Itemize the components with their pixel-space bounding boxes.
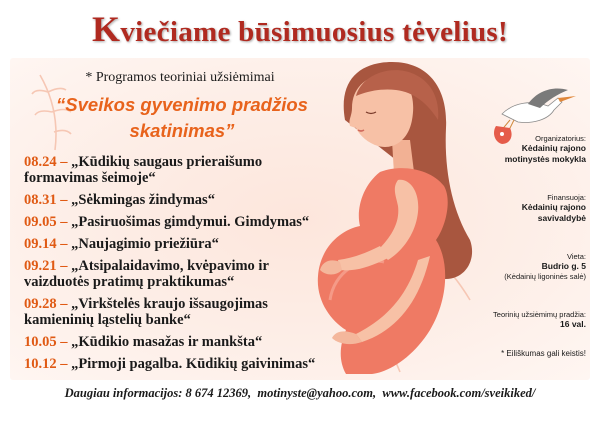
footer-label: Daugiau informacijos:	[64, 386, 183, 400]
schedule-topic: „Kūdikio masažas ir mankšta“	[71, 334, 263, 350]
schedule-topic: „Sėkmingas žindymas“	[71, 192, 215, 208]
program-subtitle: * Programos teoriniai užsiėmimai	[85, 70, 275, 85]
start-label: Teorinių užsiėmimų pradžia:	[493, 310, 586, 319]
schedule-date: 08.31	[24, 192, 57, 208]
schedule-topic: „Atsipalaidavimo, kvėpavimo ir	[71, 258, 269, 274]
pregnant-woman-icon	[318, 62, 472, 374]
footer-website[interactable]: www.facebook.com/sveikiked/	[382, 386, 536, 400]
schedule-topic: „Pasiruošimas gimdymui. Gimdymas“	[71, 214, 310, 230]
organizer-line1: Kėdainių rajono	[521, 143, 586, 153]
organizer-block	[456, 134, 586, 165]
schedule-topic-cont: kamieninių ląstelių banke“	[24, 311, 191, 328]
schedule-date: 08.24	[24, 154, 57, 170]
footer-phone: 8 674 12369	[185, 386, 248, 400]
schedule-topic: „Naujagimio priežiūra“	[71, 236, 219, 252]
order-note: * Eiliškumas gali keistis!	[501, 349, 586, 358]
schedule-separator: –	[56, 192, 72, 208]
place-note: (Kėdainių ligoninės salė)	[504, 272, 586, 281]
schedule-topic-cont: vaizduotės pratimų praktikumas“	[24, 273, 235, 290]
schedule-separator: –	[56, 258, 72, 274]
title-text: viečiame būsimuosius tėvelius!	[120, 16, 508, 48]
schedule-date: 10.05	[24, 334, 57, 350]
organizer-line2: motinystės mokykla	[504, 154, 586, 164]
start-block	[456, 310, 586, 330]
schedule-date: 09.21	[24, 258, 57, 274]
funder-line1: Kėdainių rajono	[521, 202, 586, 212]
schedule-separator: –	[56, 334, 72, 350]
funder-block	[456, 193, 586, 224]
contact-footer: Daugiau informacijos: 8 674 12369, motinyste@yahoo.com, www.facebook.com/sveikiked/	[64, 386, 536, 400]
schedule-item	[24, 259, 334, 290]
program-title	[52, 92, 312, 144]
footer-email[interactable]: motinyste@yahoo.com	[257, 386, 373, 400]
title-initial: K	[92, 9, 121, 49]
schedule-date: 09.28	[24, 296, 57, 312]
schedule-topic-cont: formavimas šeimoje“	[24, 169, 156, 186]
place-label: Vieta:	[566, 252, 586, 261]
schedule-topic: „Kūdikių saugaus prieraišumo	[71, 154, 263, 170]
funder-label: Finansuoja:	[547, 193, 586, 202]
schedule-item	[24, 297, 334, 328]
program-title-line1: “Sveikos gyvenimo pradžios	[56, 94, 308, 115]
place-value: Budrio g. 5	[541, 261, 586, 271]
schedule-separator: –	[56, 154, 72, 170]
schedule-item	[24, 237, 334, 253]
schedule-item	[24, 155, 334, 186]
schedule-item	[24, 193, 334, 209]
schedule-separator: –	[56, 214, 72, 230]
schedule-date: 09.14	[24, 236, 57, 252]
organizer-label: Organizatorius:	[535, 134, 586, 143]
schedule-topic: „Virkštelės kraujo išsaugojimas	[71, 296, 268, 312]
schedule-item	[24, 215, 334, 231]
program-title-line2: skatinimas”	[129, 120, 235, 141]
schedule-topic: „Pirmoji pagalba. Kūdikių gaivinimas“	[71, 356, 316, 372]
schedule-date: 10.12	[24, 356, 57, 372]
schedule-date: 09.05	[24, 214, 57, 230]
start-value: 16 val.	[560, 319, 586, 329]
funder-line2: savivaldybė	[537, 213, 586, 223]
schedule-separator: –	[56, 236, 72, 252]
schedule-separator: –	[56, 356, 72, 372]
schedule-item	[24, 335, 334, 351]
schedule-item	[24, 357, 334, 373]
schedule-separator: –	[56, 296, 72, 312]
place-block	[456, 252, 586, 281]
